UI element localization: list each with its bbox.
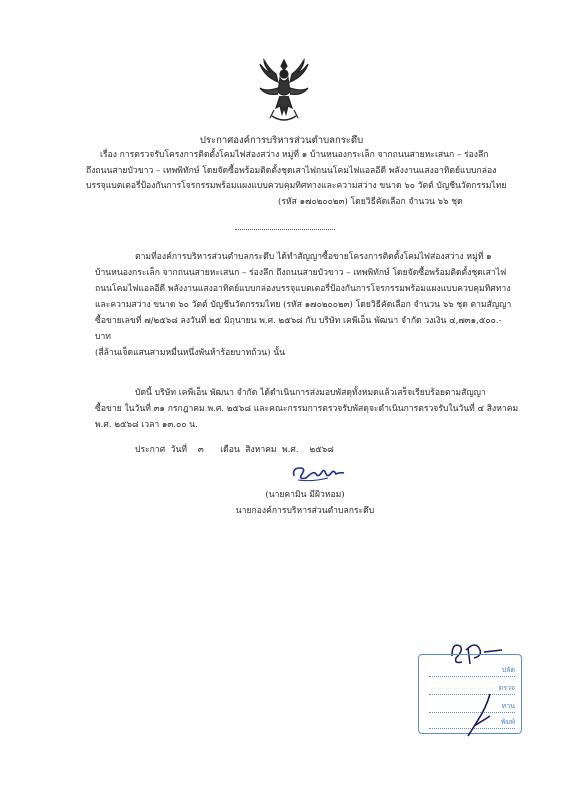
signer-name: (นายคามิน มีผิวหอม) bbox=[265, 490, 345, 500]
paragraph-line: บัดนี้ บริษัท เคพีเอ็น พัฒนา จำกัด ได้ดำเนินการส่งมอบพัสดุทั้งหมดแล้วเสร็จเรียบร้อยตามสัญญา bbox=[135, 388, 486, 398]
stamp-row: ตรวจ bbox=[429, 683, 515, 695]
stamp-row: พิมพ์ bbox=[429, 717, 515, 729]
paragraph-1 bbox=[95, 249, 520, 361]
subject-line: ถึงถนนสายบัวขาว – เทพพิทักษ์ โดยจัดซื้อพร้อมติดตั้งชุดเสาไฟถนนโคมไฟแอลอีดี พลังงานแสงอาทิตย์แบบกล่อง bbox=[86, 165, 497, 176]
subject-line: เรื่อง การตรวจรับโครงการติดตั้งโคมไฟส่องสว่าง หมู่ที่ ๑ บ้านหนองกระเล็ก จากถนนสายหะเสนก – ร่องลึก bbox=[100, 150, 489, 160]
announcement-date: ประกาศ วันที่ ๓ เดือน สิงหาคม พ.ศ. ๒๕๖๘ bbox=[135, 445, 334, 455]
paragraph-line: (สี่ล้านเจ็ดแสนสามหมื่นหนึ่งพันห้าร้อยบาทถ้วน) นั้น bbox=[95, 348, 285, 358]
stamp-row: ทาน bbox=[429, 701, 515, 713]
paragraph-2 bbox=[95, 385, 520, 433]
announcement-subject bbox=[86, 148, 510, 210]
paragraph-line: บ้านหนองกระเล็ก จากถนนสายหะเสนก – ร่องลึก ถึงถนนสายบัวขาว – เทพพิทักษ์ โดยจัดซื้อพร้อมติดตั้งชุดเสาไฟ bbox=[95, 268, 507, 278]
divider bbox=[235, 229, 335, 230]
paragraph-line: ซื้อขายเลขที่ ๗/๒๕๖๘ ลงวันที่ ๒๕ มิถุนายน พ.ศ. ๒๕๖๘ กับ บริษัท เคพีเอ็น พัฒนา จำกัด วงเงิน ๔,๗๓๑,๕๐๐.- บาท bbox=[95, 316, 502, 342]
announcement-title: ประกาศองค์การบริหารส่วนตำบลกระดึบ bbox=[199, 135, 364, 146]
signer-title: นายกองค์การบริหารส่วนตำบลกระดึบ bbox=[235, 506, 375, 516]
paragraph-line: ตามที่องค์การบริหารส่วนตำบลกระดึบ ได้ทำสัญญาซื้อขายโครงการติดตั้งโคมไฟส่องสว่าง หมู่ที่ ๑ bbox=[135, 252, 492, 262]
paragraph-line: ซื้อขาย ในวันที่ ๓๑ กรกฎาคม พ.ศ. ๒๕๖๘ และคณะกรรมการตรวจรับพัสดุจะดำเนินการตรวจรับในวันที่ ๔ สิงหาคม bbox=[95, 404, 519, 414]
subject-line: บรรจุแบตเตอรี่ป้องกันการโจรกรรมพร้อมแผงแบบควบคุมทิศทางและความสว่าง ขนาด ๖๐ วัตต์ บัญชีนวัตกรรมไทย bbox=[86, 181, 507, 191]
handwritten-signature-icon bbox=[288, 460, 348, 484]
stamp-row: ปลัด bbox=[429, 665, 515, 677]
garuda-emblem-icon bbox=[256, 58, 312, 124]
subject-line: (รหัส ๑๗๐๒๐๐๒๓) โดยวิธีคัดเลือก จำนวน ๖๖ ชุด bbox=[278, 196, 463, 207]
paragraph-line: และความสว่าง ขนาด ๖๐ วัตต์ บัญชีนวัตกรรมไทย (รหัส ๑๗๐๒๐๐๒๓) โดยวิธีคัดเลือก จำนวน ๖๖ ชุด ตามสัญญา bbox=[95, 300, 512, 310]
paragraph-line: พ.ศ. ๒๕๖๘ เวลา ๑๓.๐๐ น. bbox=[95, 420, 198, 430]
handwritten-tick-icon bbox=[460, 690, 500, 738]
paragraph-line: ถนนโคมไฟแอลอีดี พลังงานแสงอาทิตย์แบบกล่องบรรจุแบตเตอรี่ป้องกันการโจรกรรมพร้อมแผงแบบควบคุมทิศทาง bbox=[95, 284, 511, 294]
